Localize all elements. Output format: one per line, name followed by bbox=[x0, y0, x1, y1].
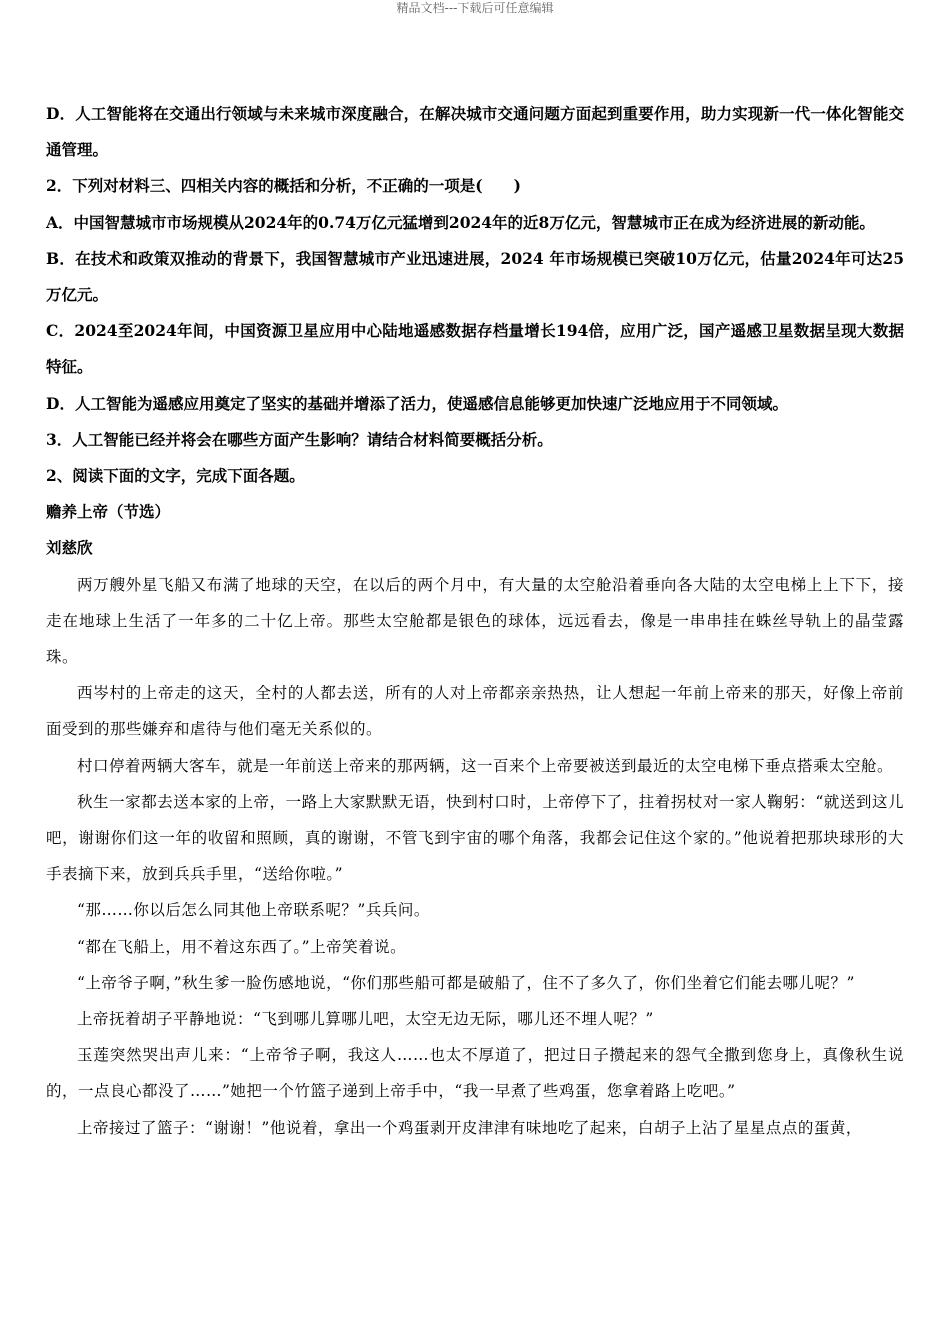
question-2-option-b: B．在技术和政策双推动的背景下，我国智慧城市产业迅速进展，2024 年市场规模已突破10万亿元，估量2024年可达25万亿元。 bbox=[46, 248, 904, 305]
story-paragraph: 上帝接过了篮子：“谢谢！”他说着，拿出一个鸡蛋剥开皮津津有味地吃了起来，白胡子上沾了星星点点的蛋黄， bbox=[77, 1118, 862, 1137]
document-body bbox=[46, 96, 904, 1146]
section-2-intro: 2、阅读下面的文字，完成下面各题。 bbox=[46, 466, 305, 486]
story-author: 刘慈欣 bbox=[46, 538, 93, 558]
question-2-option-d: D．人工智能为遥感应用奠定了坚实的基础并增添了活力，使遥感信息能够更加快速广泛地应用于不同领域。 bbox=[46, 393, 788, 413]
story-paragraph: 上帝抚着胡子平静地说：“飞到哪儿算哪儿吧，太空无边无际，哪儿还不埋人呢？” bbox=[77, 1010, 654, 1029]
story-paragraph: 两万艘外星飞船又布满了地球的天空，在以后的两个月中，有大量的太空舱沿着垂向各大陆的太空电梯上上下下，接走在地球上生活了一年多的二十亿上帝。那些太空舱都是银色的球体，远远看去，像是一串串挂在蛛丝导轨上的晶莹露珠。 bbox=[46, 575, 904, 667]
question-2-stem: 2．下列对材料三、四相关内容的概括和分析，不正确的一项是( ) bbox=[46, 176, 521, 196]
question-2-option-c: C．2024至2024年间，中国资源卫星应用中心陆地遥感数据存档量增长194倍，应用广泛，国产遥感卫星数据呈现大数据特征。 bbox=[46, 321, 904, 377]
story-paragraph: “都在飞船上，用不着这东西了。”上帝笑着说。 bbox=[77, 937, 407, 956]
question-2-option-a: A．中国智慧城市市场规模从2024年的0.74万亿元猛增到2024年的近8万亿元，智慧城市正在成为经济进展的新动能。 bbox=[46, 212, 875, 232]
page-header-watermark: 精品文档---下载后可任意编辑 bbox=[396, 1, 554, 15]
story-paragraph: “那……你以后怎么同其他上帝联系呢？”兵兵问。 bbox=[77, 901, 430, 920]
story-title: 赡养上帝（节选） bbox=[46, 502, 171, 522]
story-paragraph: “上帝爷子啊，”秋生爹一脸伤感地说，“你们那些船可都是破船了，住不了多久了，你们坐着它们能去哪儿呢？” bbox=[77, 973, 855, 992]
story-paragraph: 西岑村的上帝走的这天，全村的人都去送，所有的人对上帝都亲亲热热，让人想起一年前上帝来的那天，好像上帝前面受到的那些嫌弃和虐待与他们毫无关系似的。 bbox=[46, 684, 904, 739]
option-d-q1: D．人工智能将在交通出行领域与未来城市深度融合，在解决城市交通问题方面起到重要作用，助力实现新一代一体化智能交通管理。 bbox=[46, 104, 904, 160]
story-paragraph: 秋生一家都去送本家的上帝，一路上大家默默无语，快到村口时，上帝停下了，拄着拐杖对一家人鞠躬：“就送到这儿吧，谢谢你们这一年的收留和照顾，真的谢谢，不管飞到宇宙的哪个角落，我都会记住这个家的。”他说着把那块球形的大手表摘下来，放到兵兵手里，“送给你啦。” bbox=[46, 792, 904, 884]
story-paragraph: 村口停着两辆大客车，就是一年前送上帝来的那两辆，这一百来个上帝要被送到最近的太空电梯下垂点搭乘太空舱。 bbox=[77, 756, 894, 775]
story-paragraph: 玉莲突然哭出声儿来：“上帝爷子啊，我这人……也太不厚道了，把过日子攒起来的怨气全撒到您身上，真像秋生说的，一点良心都没了……”她把一个竹篮子递到上帝手中，“我一早煮了些鸡蛋，您拿着路上吃吧。” bbox=[46, 1046, 904, 1101]
question-3-stem: 3．人工智能已经并将会在哪些方面产生影响？请结合材料简要概括分析。 bbox=[46, 429, 553, 449]
